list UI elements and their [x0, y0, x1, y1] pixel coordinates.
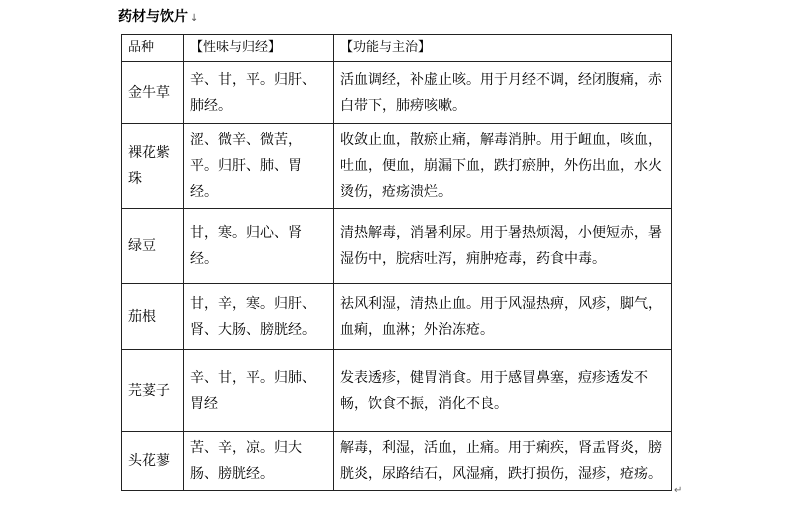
herb-name-cell: 裸花紫珠	[122, 124, 184, 209]
function-cell: 发表透疹，健胃消食。用于感冒鼻塞，痘疹透发不畅，饮食不振，消化不良。	[334, 350, 672, 432]
nature-cell: 辛、甘，平。归肝、肺经。	[184, 62, 334, 124]
herb-name-cell: 芫荽子	[122, 350, 184, 432]
herb-name-cell: 绿豆	[122, 209, 184, 284]
function-cell: 解毒，利湿，活血，止痛。用于痢疾，肾盂肾炎，膀胱炎，尿路结石，风湿痛，跌打损伤，湿疹，疮疡。	[334, 432, 672, 491]
nature-cell: 甘，寒。归心、肾经。	[184, 209, 334, 284]
herb-name-cell: 金牛草	[122, 62, 184, 124]
function-cell: 清热解毒，消暑利尿。用于暑热烦渴，小便短赤，暑湿伤中，脘痞吐泻，痈肿疮毒，药食中毒。	[334, 209, 672, 284]
table-row	[122, 432, 672, 491]
table-header-row	[122, 35, 672, 62]
end-of-table-mark-icon: ↵	[674, 485, 683, 496]
table-row	[122, 124, 672, 209]
column-header-nature: 【性味与归经】	[184, 35, 334, 62]
nature-cell: 辛、甘，平。归肺、胃经	[184, 350, 334, 432]
table-row	[122, 350, 672, 432]
herb-name-cell: 茄根	[122, 284, 184, 350]
table-row	[122, 209, 672, 284]
document-heading	[118, 6, 198, 26]
nature-cell: 苦、辛，凉。归大肠、膀胱经。	[184, 432, 334, 491]
nature-cell: 甘，辛，寒。归肝、肾、大肠、膀胱经。	[184, 284, 334, 350]
herb-name-cell: 头花蓼	[122, 432, 184, 491]
function-cell: 收敛止血，散瘀止痛，解毒消肿。用于衄血，咳血，吐血，便血，崩漏下血，跌打瘀肿，外伤出血，水火烫伤，疮疡溃烂。	[334, 124, 672, 209]
function-cell: 祛风利湿，清热止血。用于风湿热痹，风疹，脚气，血痢，血淋；外治冻疮。	[334, 284, 672, 350]
table-row	[122, 62, 672, 124]
column-header-variety: 品种	[122, 35, 184, 62]
function-cell: 活血调经，补虚止咳。用于月经不调，经闭腹痛，赤白带下，肺痨咳嗽。	[334, 62, 672, 124]
column-header-function: 【功能与主治】	[334, 35, 672, 62]
paragraph-mark-icon: ↓	[190, 13, 199, 24]
table-row	[122, 284, 672, 350]
heading-text: 药材与饮片	[118, 9, 188, 25]
nature-cell: 涩、微辛、微苦，平。归肝、肺、胃经。	[184, 124, 334, 209]
herb-table	[121, 34, 672, 491]
